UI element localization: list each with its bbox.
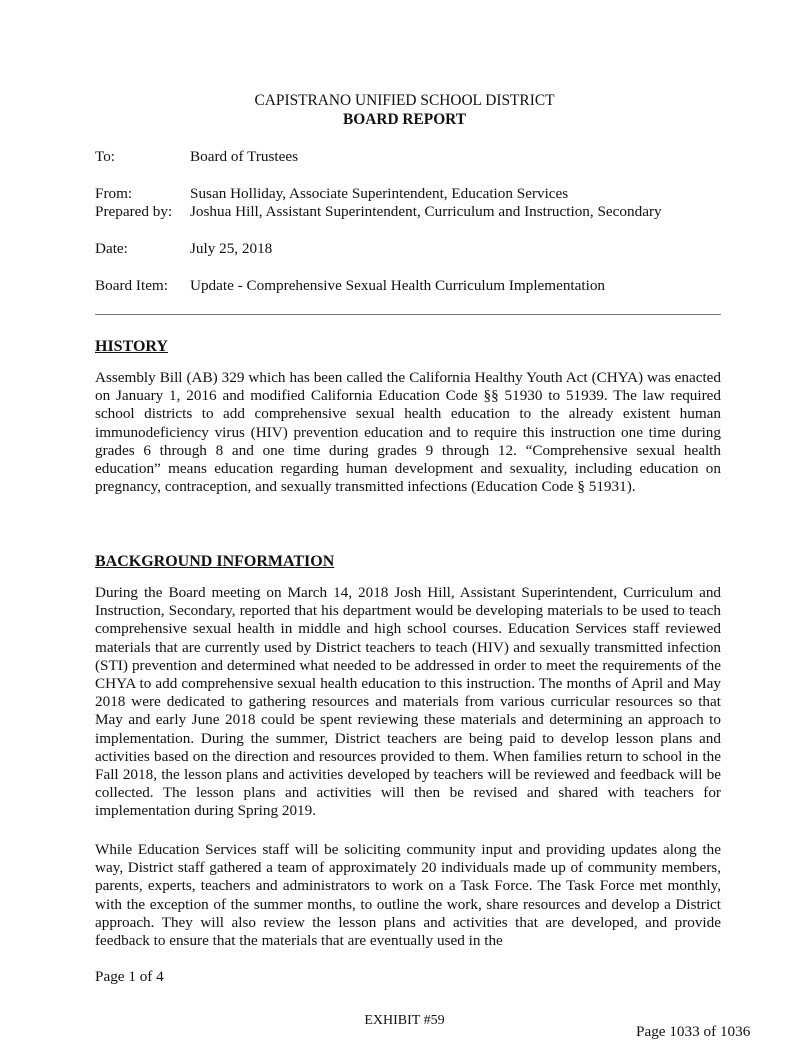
page-number: Page 1 of 4 <box>95 968 164 985</box>
to-value: Board of Trustees <box>190 148 299 165</box>
background-paragraph-1: During the Board meeting on March 14, 2018 Josh Hill, Assistant Superintendent, Curriculum and Instruction, Secondary, reported that his department would be developing materials to be used to teach comprehensive sexual health in middle and high school courses. Education Services staff reviewed materials that are currently used by District teachers to teach (HIV) and sexually transmitted infection (STI) prevention and determined what needed to be addressed in order to meet the requirements of the CHYA to add comprehensive sexual health education to this instruction. The months of April and May 2018 were dedicated to gathering resources and materials from various curricular resources so that May and early June 2018 could be spent reviewing these materials and determining an approach to implementation. During the summer, District teachers are being paid to develop lesson plans and activities based on the direction and resources provided to them. When families return to school in the Fall 2018, the lesson plans and activities developed by teachers will be reviewed and feedback will be collected. The lesson plans and activities will then be revised and shared with teachers for implementation during Spring 2019. <box>95 584 721 820</box>
section-heading-background: BACKGROUND INFORMATION <box>95 553 335 570</box>
header-divider <box>95 314 721 315</box>
board-item-label: Board Item: <box>95 277 168 294</box>
date-label: Date: <box>95 240 128 257</box>
from-label: From: <box>95 185 133 202</box>
from-value: Susan Holliday, Associate Superintendent, Education Services <box>190 185 569 202</box>
bates-page-number: Page 1033 of 1036 <box>636 1023 751 1040</box>
organization-name: CAPISTRANO UNIFIED SCHOOL DISTRICT <box>254 92 555 109</box>
section-heading-history: HISTORY <box>95 338 168 355</box>
to-label: To: <box>95 148 116 165</box>
prepared-by-value: Joshua Hill, Assistant Superintendent, Curriculum and Instruction, Secondary <box>190 203 662 220</box>
report-title: BOARD REPORT <box>342 111 467 128</box>
exhibit-label: EXHIBIT #59 <box>364 1013 445 1028</box>
background-paragraph-2: While Education Services staff will be soliciting community input and providing updates along the way, District staff gathered a team of approximately 20 individuals made up of community members, parents, experts, teachers and administrators to work on a Task Force. The Task Force met monthly, with the exception of the summer months, to outline the work, share resources and develop a District approach. They will also review the lesson plans and activities that are developed, and provide feedback to ensure that the materials that are eventually used in the <box>95 841 721 950</box>
prepared-by-label: Prepared by: <box>95 203 173 220</box>
date-value: July 25, 2018 <box>190 240 273 257</box>
board-item-value: Update - Comprehensive Sexual Health Curriculum Implementation <box>190 277 606 294</box>
history-paragraph: Assembly Bill (AB) 329 which has been called the California Healthy Youth Act (CHYA) was enacted on January 1, 2016 and modified California Education Code §§ 51930 to 51939. The law required school districts to add comprehensive sexual health education to the already existent human immunodeficiency virus (HIV) prevention education and to require this instruction one time during grades 6 through 8 and one time during grades 9 through 12. “Comprehensive sexual health education” means education regarding human development and sexuality, including education on pregnancy, contraception, and sexually transmitted infections (Education Code § 51931). <box>95 369 721 496</box>
